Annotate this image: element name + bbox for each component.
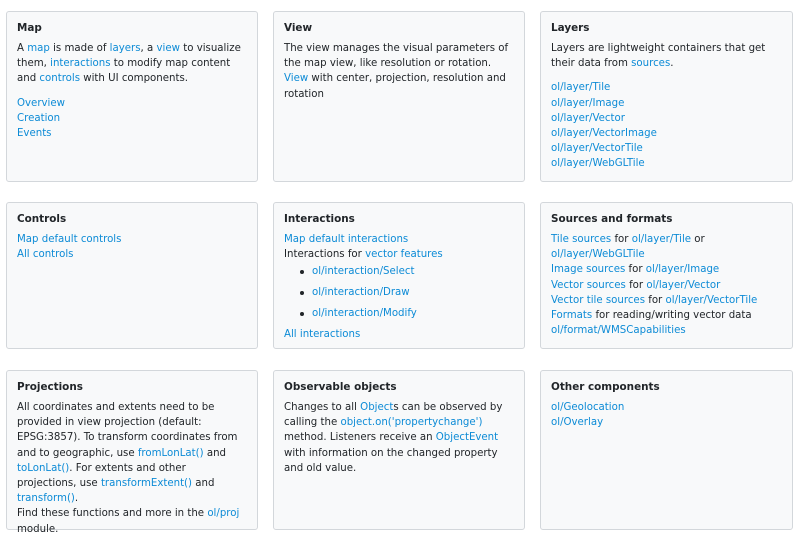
vector-features-link[interactable]: vector features [365, 249, 443, 261]
view-class-link[interactable]: View [284, 73, 309, 85]
default-interactions-link[interactable]: Map default interactions [284, 234, 409, 245]
layer-image-link[interactable]: ol/layer/Image [645, 264, 720, 276]
source-line: Vector tile sources for ol/layer/VectorTile [551, 294, 758, 306]
creation-link[interactable]: Creation [17, 112, 61, 124]
source-line: Formats for reading/writing vector data [551, 310, 752, 322]
layer-vectortile-link[interactable]: ol/layer/VectorTile [665, 294, 758, 306]
list-item [300, 306, 514, 321]
card-layers [540, 11, 793, 182]
card-description: A map is made of layers, a view to visualize them, interactions to modify map content and controls with UI components. [17, 43, 241, 85]
wms-capabilities-link[interactable]: ol/format/WMSCapabilities [551, 325, 686, 337]
ol-proj-link[interactable]: ol/proj [207, 508, 240, 520]
card-title: Layers [551, 22, 590, 34]
interactions-link[interactable]: interactions [50, 58, 111, 70]
card-title: View [284, 22, 313, 34]
card-observable [273, 370, 525, 530]
card-description: Layers are lightweight containers that get their data from sources. [551, 43, 766, 70]
events-link[interactable]: Events [17, 128, 52, 140]
source-line: Vector sources for ol/layer/Vector [551, 279, 721, 291]
card-title: Controls [17, 213, 67, 225]
interaction-draw-link[interactable]: ol/interaction/Draw [312, 287, 410, 299]
objectevent-link[interactable]: ObjectEvent [435, 432, 499, 444]
vector-sources-link[interactable]: Vector sources [551, 279, 626, 291]
interaction-modify-link[interactable]: ol/interaction/Modify [312, 308, 417, 319]
fromlonlat-link[interactable]: fromLonLat() [137, 447, 204, 459]
proj-module-line: Find these functions and more in the ol/proj module. [17, 508, 240, 535]
card-other [540, 370, 793, 530]
layer-tile-link[interactable]: ol/layer/Tile [631, 234, 692, 245]
card-controls [6, 202, 258, 349]
source-line: Image sources for ol/layer/Image [551, 264, 720, 276]
vector-features-line: Interactions for vector features [284, 249, 443, 261]
card-description: All coordinates and extents need to be provided in view projection (default: EPSG:3857). To transform coordinates from and to geographic, use fromLonLat() and toLonLat(). For extents and other projections, use transformExtent() and transform(). [17, 402, 238, 505]
tile-sources-link[interactable]: Tile sources [551, 234, 612, 245]
all-interactions-link[interactable]: All interactions [284, 328, 361, 340]
interaction-select-link[interactable]: ol/interaction/Select [312, 266, 415, 278]
view-class-line: View with center, projection, resolution and rotation [284, 73, 506, 100]
vector-tile-sources-link[interactable]: Vector tile sources [551, 294, 645, 306]
card-title: Sources and formats [551, 213, 673, 225]
formats-link[interactable]: Formats [551, 310, 593, 322]
object-on-link[interactable]: object.on('propertychange') [340, 417, 483, 429]
view-link[interactable]: view [156, 43, 180, 54]
card-title: Other components [551, 381, 660, 393]
layer-webgltile-link[interactable]: ol/layer/WebGLTile [551, 158, 645, 170]
card-title: Projections [17, 381, 83, 393]
card-description: The view manages the visual parameters of the map view, like resolution or rotation. [284, 43, 509, 70]
card-title: Observable objects [284, 381, 397, 393]
tolonlat-link[interactable]: toLonLat() [17, 462, 70, 474]
card-sources [540, 202, 793, 349]
sources-link[interactable]: sources [631, 58, 671, 70]
card-interactions [273, 202, 525, 349]
map-link-list [17, 96, 247, 142]
controls-link[interactable]: controls [39, 73, 81, 85]
card-view [273, 11, 525, 182]
source-line: Tile sources for ol/layer/Tile or ol/layer/WebGLTile [551, 234, 705, 261]
layer-vector-link[interactable]: ol/layer/Vector [551, 112, 625, 124]
overlay-link[interactable]: ol/Overlay [551, 417, 604, 429]
layer-webgltile-link[interactable]: ol/layer/WebGLTile [551, 249, 645, 261]
layers-link[interactable]: layers [109, 43, 141, 54]
list-item [300, 285, 514, 300]
transform-link[interactable]: transform() [17, 493, 75, 505]
map-link[interactable]: map [27, 43, 50, 54]
card-map [6, 11, 258, 182]
card-title: Map [17, 22, 42, 34]
default-controls-link[interactable]: Map default controls [17, 234, 122, 245]
image-sources-link[interactable]: Image sources [551, 264, 626, 276]
object-link[interactable]: Object [360, 402, 394, 413]
layer-vectorimage-link[interactable]: ol/layer/VectorImage [551, 128, 657, 140]
list-item [300, 264, 514, 279]
interaction-list [284, 264, 514, 321]
layer-vectortile-link[interactable]: ol/layer/VectorTile [551, 143, 643, 155]
all-controls-link[interactable]: All controls [17, 249, 74, 261]
card-description: Changes to all Objects can be observed by calling the object.on('propertychange') method. Listeners receive an ObjectEvent with information on the changed property and old value. [284, 402, 503, 474]
layer-image-link[interactable]: ol/layer/Image [551, 97, 625, 109]
layer-tile-link[interactable]: ol/layer/Tile [551, 82, 611, 94]
transformextent-link[interactable]: transformExtent() [100, 478, 193, 490]
card-projections [6, 370, 258, 535]
layer-vector-link[interactable]: ol/layer/Vector [646, 279, 721, 291]
overview-link[interactable]: Overview [17, 97, 65, 109]
card-title: Interactions [284, 213, 355, 225]
geolocation-link[interactable]: ol/Geolocation [551, 402, 625, 413]
layer-link-list [551, 80, 782, 171]
